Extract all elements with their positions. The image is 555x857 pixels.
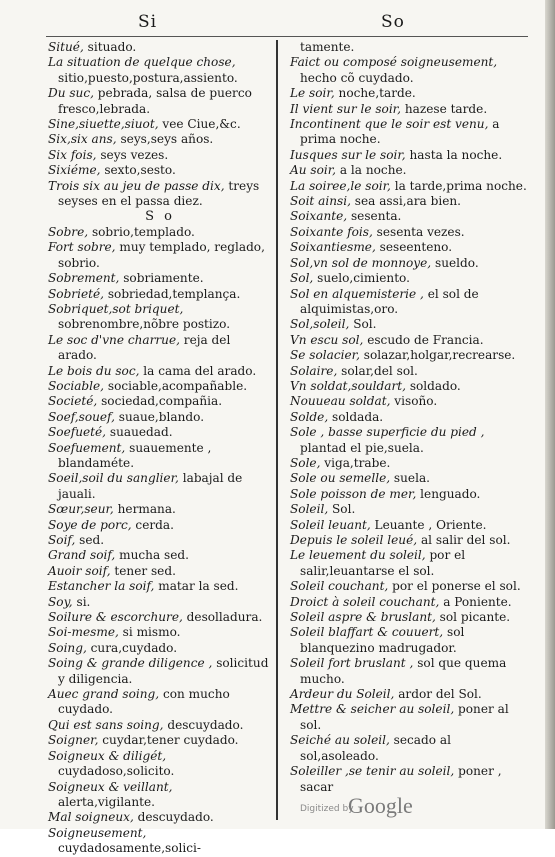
dictionary-entry	[48, 625, 272, 640]
spanish-translation: a la noche.	[336, 163, 407, 178]
french-headword: Droict à soleil couchant,	[290, 594, 440, 609]
french-headword: Sole ou semelle,	[290, 471, 391, 486]
spanish-translation: si mismo.	[118, 625, 181, 640]
spanish-translation: el sol de alquimistas,oro.	[300, 286, 479, 316]
dictionary-entry	[48, 564, 272, 579]
spanish-translation: la cama del arado.	[139, 363, 257, 378]
spanish-translation: vee Ciue,&c.	[158, 117, 241, 132]
spanish-translation: labajal de jauali.	[58, 471, 243, 501]
french-headword: Six,six ans,	[48, 132, 117, 147]
french-headword: Soleil,	[290, 502, 329, 517]
spanish-translation: suauemente , blandaméte.	[58, 440, 212, 470]
french-headword: Sole,	[290, 455, 321, 470]
dictionary-entry	[290, 317, 530, 332]
french-headword: Soit ainsi,	[290, 194, 351, 209]
french-headword: Sol en alquemisterie ,	[290, 286, 424, 301]
french-headword: Mal soigneux,	[48, 810, 134, 825]
french-headword: Soilure & escorchure,	[48, 610, 183, 625]
spanish-translation: situado.	[83, 40, 137, 54]
spanish-translation: seys,seys años.	[116, 132, 214, 147]
dictionary-entry	[290, 410, 530, 425]
french-headword: La soiree,le soir,	[290, 178, 391, 193]
spanish-translation: desolladura.	[182, 610, 263, 625]
spanish-translation: sobrenombre,nõbre postizo.	[58, 317, 231, 332]
french-headword: Le soc d'vne charrue,	[48, 332, 180, 347]
french-headword: Soigner,	[48, 733, 99, 748]
dictionary-entry	[48, 441, 272, 472]
dictionary-entry	[48, 379, 272, 394]
left-column	[48, 40, 272, 857]
spanish-translation: poner , sacar	[300, 764, 502, 794]
french-headword: Societé,	[48, 394, 98, 409]
spanish-translation: sueldo.	[431, 255, 479, 270]
dictionary-entry	[48, 425, 272, 440]
right-column	[290, 40, 530, 795]
spanish-translation: sobriedad,templança.	[103, 286, 241, 301]
dictionary-entry	[290, 610, 530, 625]
spanish-translation: descuydado.	[163, 717, 244, 732]
dictionary-entry	[48, 579, 272, 594]
dictionary-entry	[290, 687, 530, 702]
french-headword: Situé,	[48, 40, 84, 54]
spanish-translation: cuydar,tener cuydado.	[98, 733, 239, 748]
french-headword: Sobriquet,sot briquet,	[48, 301, 184, 316]
spanish-translation: secado al sol,asoleado.	[300, 733, 451, 763]
dictionary-entry	[290, 364, 530, 379]
section-heading: S o	[145, 209, 175, 225]
french-headword: Soef,souef,	[48, 409, 115, 424]
spanish-translation: sobrio,templado.	[88, 224, 195, 239]
dictionary-entry	[290, 102, 530, 117]
spanish-translation: tener sed.	[110, 563, 176, 578]
spanish-translation: sol blanquezino madrugador.	[300, 625, 465, 655]
spanish-translation: seseenteno.	[375, 240, 453, 255]
dictionary-entry	[290, 163, 530, 178]
dictionary-entry	[290, 40, 530, 55]
french-headword: Sine,siuette,siuot,	[48, 117, 159, 132]
dictionary-entry	[290, 471, 530, 486]
french-headword: Sobrieté,	[48, 286, 104, 301]
dictionary-entry	[290, 487, 530, 502]
french-headword: Sobrement,	[48, 271, 120, 286]
french-headword: Faict ou composé soigneusement,	[290, 55, 498, 70]
spanish-translation: a Poniente.	[439, 594, 512, 609]
french-headword: Le bois du soc,	[48, 363, 140, 378]
spanish-translation: sesenta.	[347, 209, 402, 224]
spanish-translation: cura,cuydado.	[86, 640, 178, 655]
spanish-translation: por el salir,leuantarse el sol.	[300, 548, 466, 578]
dictionary-entry	[48, 518, 272, 533]
spanish-translation: Leuante , Oriente.	[370, 517, 487, 532]
spanish-translation: sesenta vezes.	[372, 224, 465, 239]
french-headword: Solde,	[290, 409, 329, 424]
dictionary-entry	[290, 348, 530, 363]
french-headword: Le leuement du soleil,	[290, 548, 426, 563]
french-headword: Se solacier,	[290, 348, 360, 363]
spanish-translation: Sol.	[349, 317, 377, 332]
spanish-translation: seys vezes.	[96, 147, 169, 162]
french-headword: Sœur,seur,	[48, 502, 114, 517]
column-divider	[276, 40, 278, 820]
spanish-translation: sol picante.	[435, 610, 511, 625]
spanish-translation: solazar,holgar,recrearse.	[359, 348, 516, 363]
french-headword: Grand soif,	[48, 548, 116, 563]
spanish-translation: mucha sed.	[115, 548, 189, 563]
french-headword: Sobre,	[48, 224, 89, 239]
entry-continuation: tamente.	[300, 40, 355, 54]
french-headword: Fort sobre,	[48, 240, 116, 255]
spanish-translation: descuydado.	[133, 810, 214, 825]
dictionary-entry	[290, 240, 530, 255]
dictionary-entry	[48, 610, 272, 625]
french-headword: Sol,vn sol de monnoye,	[290, 255, 432, 270]
spanish-translation: reja del arado.	[58, 332, 231, 363]
french-headword: Soleil couchant,	[290, 579, 389, 594]
french-headword: Soif,	[48, 533, 76, 547]
spanish-translation: sexto,sesto.	[100, 163, 176, 178]
french-headword: Depuis le soleil leué,	[290, 533, 418, 547]
dictionary-entry	[48, 240, 272, 271]
spanish-translation: si.	[72, 594, 91, 609]
french-headword: Estancher la soif,	[48, 579, 155, 594]
spanish-translation: sed.	[75, 533, 105, 547]
dictionary-entry	[290, 148, 530, 163]
dictionary-entry	[48, 302, 272, 333]
dictionary-entry	[290, 579, 530, 594]
spanish-translation: ardor del Sol.	[394, 687, 482, 702]
french-headword: Ardeur du Soleil,	[290, 687, 395, 702]
spanish-translation: suela.	[390, 471, 430, 486]
dictionary-entry	[48, 394, 272, 409]
spanish-translation: cuydadoso,solicito.	[58, 764, 175, 779]
french-headword: Iusques sur le soir,	[290, 147, 406, 162]
dictionary-entry	[290, 287, 530, 318]
french-headword: Soixante fois,	[290, 224, 373, 239]
spanish-translation: por el ponerse el sol.	[388, 579, 521, 594]
dictionary-entry	[290, 117, 530, 148]
dictionary-entry	[290, 271, 530, 286]
french-headword: Soigneux & diligét,	[48, 748, 167, 763]
page-header	[0, 12, 555, 36]
dictionary-entry	[290, 456, 530, 471]
french-headword: Soigneusement,	[48, 825, 147, 840]
spanish-translation: suauedad.	[106, 425, 173, 440]
dictionary-entry	[290, 533, 530, 548]
spanish-translation: hecho cõ cuydado.	[300, 70, 414, 85]
french-headword: Vn escu sol,	[290, 332, 364, 347]
dictionary-entry	[48, 810, 272, 825]
dictionary-entry	[48, 40, 272, 55]
french-headword: Sol,	[290, 271, 314, 286]
dictionary-entry	[290, 702, 530, 733]
dictionary-entry	[290, 656, 530, 687]
spanish-translation: alerta,vigilante.	[58, 794, 155, 809]
dictionary-entry	[290, 733, 530, 764]
french-headword: Soi-mesme,	[48, 625, 119, 640]
dictionary-entry	[290, 548, 530, 579]
dictionary-entry	[290, 179, 530, 194]
dictionary-entry	[290, 502, 530, 517]
google-logo: Google	[348, 793, 413, 818]
dictionary-entry	[290, 225, 530, 240]
french-headword: Solaire,	[290, 363, 338, 378]
spanish-translation: hazese tarde.	[400, 101, 488, 116]
dictionary-entry	[48, 364, 272, 379]
french-headword: Il vient sur le soir,	[290, 101, 401, 116]
french-headword: Soleil aspre & bruslant,	[290, 610, 436, 625]
dictionary-entry	[48, 148, 272, 163]
dictionary-entry	[48, 656, 272, 687]
french-headword: Soefuement,	[48, 440, 126, 455]
french-headword: Qui est sans soing,	[48, 717, 164, 732]
dictionary-entry	[48, 780, 272, 811]
header-rule	[46, 36, 528, 37]
dictionary-entry	[290, 595, 530, 610]
dictionary-entry	[290, 256, 530, 271]
spanish-translation: soldado.	[405, 378, 461, 393]
french-headword: La situation de quelque chose,	[48, 55, 236, 70]
french-headword: Soleil fort bruslant ,	[290, 656, 414, 671]
spanish-translation: treys seyses en el passa diez.	[58, 178, 260, 209]
spanish-translation: sociedad,compañia.	[97, 394, 223, 409]
spanish-translation: pebrada, salsa de puerco fresco,lebrada.	[58, 86, 252, 116]
french-headword: Sociable,	[48, 378, 105, 393]
french-headword: Seiché au soleil,	[290, 733, 390, 748]
french-headword: Soleiller ,se tenir au soleil,	[290, 764, 455, 779]
spanish-translation: con mucho cuydado.	[58, 687, 230, 717]
dictionary-entry	[48, 718, 272, 733]
spanish-translation: sea assi,ara bien.	[350, 194, 461, 209]
digitized-label: Digitized by	[300, 804, 354, 814]
french-headword: Soing,	[48, 640, 87, 655]
french-headword: Soigneux & veillant,	[48, 779, 173, 794]
french-headword: Six fois,	[48, 147, 97, 162]
spanish-translation: solicitud y diligencia.	[58, 656, 269, 686]
spanish-translation: escudo de Francia.	[363, 332, 484, 347]
french-headword: Nouueau soldat,	[290, 394, 391, 409]
french-headword: Mettre & seicher au soleil,	[290, 702, 455, 717]
dictionary-entry	[290, 194, 530, 209]
spanish-translation: Sol.	[328, 502, 356, 517]
dictionary-entry	[48, 687, 272, 718]
spanish-translation: cerda.	[131, 517, 174, 532]
french-headword: Au soir,	[290, 163, 337, 178]
dictionary-entry	[48, 502, 272, 517]
french-headword: Sole , basse superficie du pied ,	[290, 425, 485, 440]
dictionary-entry	[48, 55, 272, 86]
french-headword: Le soir,	[290, 86, 335, 101]
spanish-translation: poner al sol.	[300, 702, 509, 732]
spanish-translation: cuydadosamente,solici-	[58, 841, 202, 856]
spanish-translation: soldada.	[328, 409, 384, 424]
french-headword: Soefueté,	[48, 425, 107, 440]
spanish-translation: muy templado, reglado, sobrio.	[58, 240, 265, 270]
french-headword: Soing & grande diligence ,	[48, 656, 213, 671]
dictionary-entry	[48, 179, 272, 210]
dictionary-entry	[290, 425, 530, 456]
right-page-heading: So	[381, 12, 405, 32]
french-headword: Soleil blaffart & couuert,	[290, 625, 444, 640]
spanish-translation: sobriamente.	[119, 271, 204, 286]
spanish-translation: solar,del sol.	[337, 363, 418, 378]
dictionary-entry	[48, 86, 272, 117]
dictionary-entry	[48, 132, 272, 147]
spanish-translation: al salir del sol.	[417, 533, 511, 547]
dictionary-entry	[290, 55, 530, 86]
dictionary-entry	[48, 749, 272, 780]
french-headword: Incontinent que le soir est venu,	[290, 117, 489, 132]
spanish-translation: sociable,acompañable.	[104, 378, 248, 393]
spanish-translation: noche,tarde.	[334, 86, 416, 101]
french-headword: Sole poisson de mer,	[290, 486, 417, 501]
french-headword: Sixiéme,	[48, 163, 101, 178]
dictionary-entry	[290, 209, 530, 224]
french-headword: Vn soldat,souldart,	[290, 378, 406, 393]
dictionary-entry	[48, 471, 272, 502]
spanish-translation: plantad el pie,suela.	[300, 440, 424, 455]
dictionary-entry	[290, 394, 530, 409]
dictionary-entry	[290, 625, 530, 656]
spanish-translation: hasta la noche.	[405, 147, 503, 162]
dictionary-entry	[48, 826, 272, 857]
dictionary-entry	[48, 333, 272, 364]
french-headword: Soixantiesme,	[290, 240, 376, 255]
french-headword: Auec grand soing,	[48, 687, 160, 702]
dictionary-entry	[290, 518, 530, 533]
spanish-translation: viga,trabe.	[320, 455, 391, 470]
spanish-translation: suelo,cimiento.	[313, 271, 410, 286]
french-headword: Soye de porc,	[48, 517, 132, 532]
spanish-translation: lenguado.	[416, 486, 481, 501]
spanish-translation: sol que quema mucho.	[300, 656, 507, 686]
spanish-translation: hermana.	[113, 502, 176, 517]
dictionary-entry	[48, 287, 272, 302]
dictionary-entry	[48, 548, 272, 563]
left-page-heading: Si	[138, 12, 158, 32]
french-headword: Du suc,	[48, 86, 94, 101]
dictionary-entry	[48, 410, 272, 425]
dictionary-entry	[48, 271, 272, 286]
dictionary-entry	[48, 641, 272, 656]
dictionary-entry	[48, 733, 272, 748]
french-headword: Soeil,soil du sanglier,	[48, 471, 179, 486]
french-headword: Trois six au jeu de passe dix,	[48, 178, 225, 193]
spanish-translation: suaue,blando.	[114, 409, 205, 424]
dictionary-entry	[48, 225, 272, 240]
french-headword: Auoir soif,	[48, 563, 111, 578]
french-headword: Soy,	[48, 594, 73, 609]
spanish-translation: visoño.	[390, 394, 438, 409]
spanish-translation: la tarde,prima noche.	[390, 178, 527, 193]
dictionary-entry	[48, 163, 272, 178]
dictionary-entry	[48, 595, 272, 610]
french-headword: Soleil leuant,	[290, 517, 371, 532]
spanish-translation: a prima noche.	[300, 117, 500, 147]
spanish-translation: sitio,puesto,postura,assiento.	[58, 70, 238, 85]
scan-edge-shadow	[545, 0, 555, 829]
dictionary-entry	[48, 533, 272, 548]
dictionary-entry	[48, 117, 272, 132]
french-headword: Soixante,	[290, 209, 348, 224]
spanish-translation: matar la sed.	[154, 579, 239, 594]
french-headword: Sol,soleil,	[290, 317, 350, 332]
dictionary-entry	[290, 333, 530, 348]
digitized-footer	[300, 791, 440, 821]
dictionary-entry	[290, 379, 530, 394]
dictionary-entry	[290, 86, 530, 101]
